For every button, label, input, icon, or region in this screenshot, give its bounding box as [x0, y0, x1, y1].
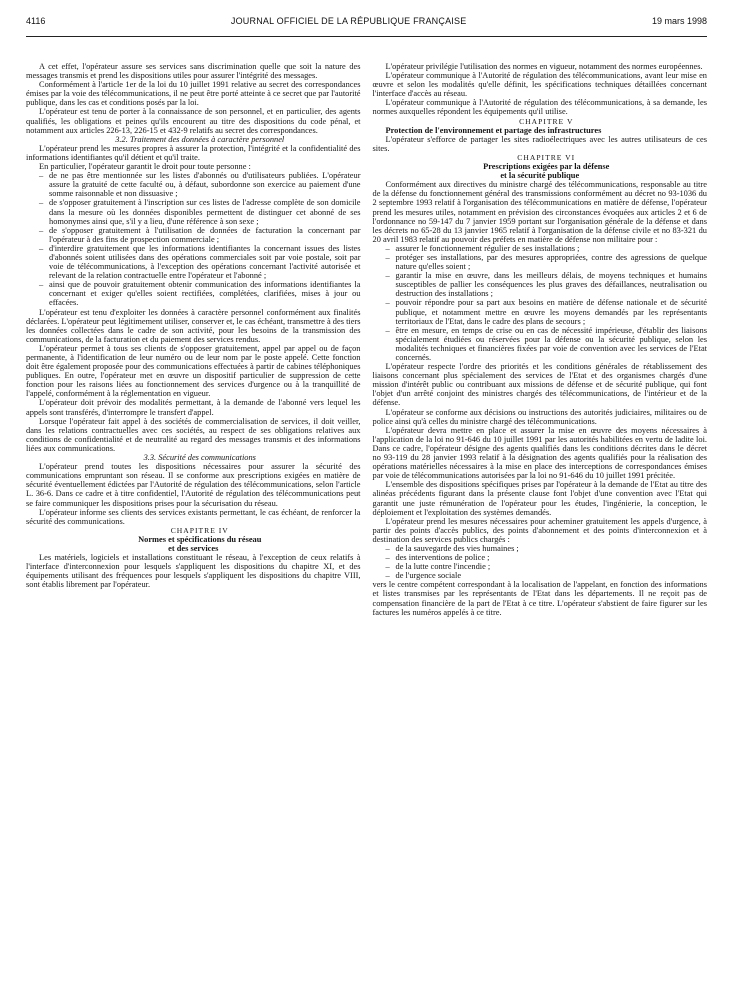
list-item: – de la sauvegarde des vies humaines ; — [386, 544, 708, 553]
paragraph: Les matériels, logiciels et installations constituant le réseau, à l'exception de ceux relatifs à l'interface d'interconnexion pour lesquels s'appliquent les dispositions du chapitre XI, et des équipements utilisant des fréquences pour lesquels s'appliquent les dispositions du chapitre VIII, sont établis librement par l'opérateur. — [26, 553, 361, 590]
list-item: – de ne pas être mentionnée sur les listes d'abonnés ou d'utilisateurs publiées. L'opérateur assure la gratuité de cette faculté ou, à défaut, subordonne son exercice au paiement d'une somme raisonnable et non dissuasive ; — [39, 171, 361, 198]
paragraph: L'opérateur prend les mesures nécessaires pour acheminer gratuitement les appels d'urgence, à partir des points d'accès publics, des points d'abonnement et des points d'interconnexion et à destination des services publics chargés : — [372, 516, 707, 544]
paragraph: Conformément aux directives du ministre chargé des télécommunications, responsable au titre de la défense du fonctionnement général des transmissions conformément au décret no 93-1036 du 2 septembre 1993 relatif à l'organisation des télécommunications en matière de défense, l'opérateur prend les mesures utiles, notamment en prévision des circonstances évoquées aux articles 2 et 6 de l'ordonnance no 59-147 du 7 janvier 1959 portant sur l'organisation générale de la défense et dans les décrets no 65-28 du 13 janvier 1965 relatif à l'organisation de la défense civile et no 83-321 du 20 avril 1983 relatif au pouvoir des préfets en matière de défense non militaire pour : — [372, 180, 707, 244]
paragraph: L'opérateur devra mettre en place et assurer la mise en œuvre des moyens nécessaires à l'application de la loi no 91-646 du 10 juillet 1991 par les autorités habilitées en vertu de ladite loi. Dans ce cadre, l'opérateur désigne des agents qualifiés dans les conditions décrites dans le décret no 93-119 du 28 janvier 1993 relatif à la désignation des agents qualifiés pour la réalisation des opérations matérielles nécessaires à la mise en place des interceptions de correspondances émises par voie de télécommunications autorisées par la loi no 91-646 du 10 juillet 1991 précitée. — [372, 425, 707, 481]
section-heading-3-2: 3.2. Traitement des données à caractère personnel — [115, 134, 285, 144]
chapter-title — [26, 535, 361, 553]
paragraph: L'opérateur doit prévoir des modalités permettant, à la demande de l'abonné vers lequel les appels sont transférés, d'interrompre le transfert d'appel. — [26, 398, 361, 417]
paragraph: L'opérateur s'efforce de partager les sites radioélectriques avec les autres utilisateurs de ces sites. — [372, 134, 707, 153]
list-item: – être en mesure, en temps de crise ou en cas de nécessité impérieuse, d'établir des liaisons spécialement étudiées ou réservées pour la défense ou la sécurité publique, selon les modalités techniques et financières fixées par voie de convention avec les services de l'Etat concernés. — [386, 326, 708, 362]
paragraph: Lorsque l'opérateur fait appel à des sociétés de commercialisation de services, il doit veiller, dans les relations contractuelles avec ces sociétés, au respect de ses obligations relatives aux conditions de confidentialité et de neutralité au regard des messages transmis et des informations liées aux communications. — [26, 416, 361, 453]
header-rule — [26, 36, 707, 37]
paragraph: vers le centre compétent correspondant à la localisation de l'appelant, en fonction des informations et listes transmises par les représentants de l'Etat dans les départements. Il ne reçoit pas de compensation financière de la part de l'Etat à ce titre. L'opérateur s'abstient de faire figurer sur les factures les numéros appelés à ce titre. — [372, 580, 707, 617]
right-column — [373, 62, 708, 617]
chapter-label: CHAPITRE VI — [517, 152, 576, 162]
list-item: – ainsi que de pouvoir gratuitement obtenir communication des informations identifiantes la concernant et exiger qu'elles soient rectifiées, complétées, clarifiées, mises à jour ou effacées. — [39, 280, 361, 307]
list-item: – de la lutte contre l'incendie ; — [386, 562, 708, 571]
chapter-title-line: Normes et spécifications du réseau — [138, 534, 262, 544]
paragraph: L'opérateur se conforme aux décisions ou instructions des autorités judiciaires, militaires ou de police ainsi qu'à celles du ministre chargé des télécommunications. — [372, 407, 707, 426]
paragraph: L'opérateur prend les mesures propres à assurer la protection, l'intégrité et la confidentialité des informations identifiantes qu'il détient et qu'il traite. — [26, 143, 361, 162]
chapter-label: CHAPITRE IV — [170, 525, 229, 535]
page-header — [26, 0, 707, 36]
list-item: – de s'opposer gratuitement à l'inscription sur ces listes de l'adresse complète de son domicile dans la mesure où les données disponibles permettent de distinguer cet abonné de ses homonymes ainsi que, s'il y a lieu, d'une référence à son sexe ; — [39, 198, 361, 225]
list-item: – d'interdire gratuitement que les informations identifiantes la concernant issues des listes d'abonnés soient utilisées dans des opérations commerciales soit par voie postale, soit par voie de télécommunications, à l'exception des opérations concernant l'activité autorisée et relevant de la relation contractuelle entre l'opérateur et l'abonné ; — [39, 244, 361, 280]
left-column — [26, 62, 361, 617]
paragraph: L'opérateur respecte l'ordre des priorités et les conditions générales de rétablissement des liaisons concernant plus spécialement des services de l'Etat et des organismes chargés d'une mission d'intérêt public ou contribuant aux missions de défense et de sécurité publique, qui font l'objet d'un arrêté conjoint des ministres chargés des télécommunications, de l'intérieur et de la défense. — [372, 362, 707, 408]
list-item: – assurer le fonctionnement régulier de ses installations ; — [386, 244, 708, 253]
emergency-services-list — [373, 544, 708, 580]
chapter-title — [373, 162, 708, 180]
page-number: 4116 — [26, 16, 46, 26]
paragraph: L'opérateur prend toutes les dispositions nécessaires pour assurer la sécurité des communications empruntant son réseau. Il se conforme aux prescriptions exigées en matière de sécurité éventuellement édictées par l'Autorité de régulation des télécommunications, selon l'article L. 36-6. Dans ce cadre et à titre confidentiel, l'Autorité de régulation des télécommunications peut se faire communiquer les dispositions prises pour la sécurisation du réseau. — [26, 462, 361, 508]
list-item: – protéger ses installations, par des mesures appropriées, contre des agressions de quelque nature qu'elles soient ; — [386, 253, 708, 271]
list-item: – des interventions de police ; — [386, 553, 708, 562]
chapter-title-line: et des services — [168, 543, 219, 553]
journal-title: JOURNAL OFFICIEL DE LA RÉPUBLIQUE FRANÇAISE — [230, 16, 467, 26]
paragraph: L'ensemble des dispositions spécifiques prises par l'opérateur à la demande de l'Etat au titre des alinéas précédents figurant dans la présente clause font l'objet d'une convention avec l'Etat qui garantit une juste rémunération de l'opérateur pour les études, l'ingénierie, la conception, le déploiement et l'exploitation des systèmes demandés. — [372, 480, 707, 517]
paragraph: L'opérateur est tenu de porter à la connaissance de son personnel, et en particulier, des agents qualifiés, les obligations et peines qu'ils encourent au titre des dispositions du code pénal, et notamment aux articles 226-13, 226-15 et 432-9 relatifs au secret des correspondances. — [26, 107, 361, 135]
list-item: – pouvoir répondre pour sa part aux besoins en matière de défense nationale et de sécurité publique, et notamment mettre en œuvre les moyens demandés par les représentants territoriaux de l'Etat, dans le cadre des plans de secours ; — [386, 298, 708, 325]
list-item: – garantir la mise en œuvre, dans les meilleurs délais, de moyens techniques et humains susceptibles de pallier les conséquences les plus graves des défaillances, neutralisation ou destruction des installations ; — [386, 271, 708, 298]
publication-date: 19 mars 1998 — [651, 16, 707, 26]
chapter-title: Protection de l'environnement et partage des infrastructures — [385, 125, 602, 135]
paragraph: L'opérateur est tenu d'exploiter les données à caractère personnel conformément aux finalités déclarées. L'opérateur peut légitimement utiliser, conserver et, le cas échéant, transmettre à des tiers les données collectées dans le cadre de son activité, pour les besoins de la transmission des communications, de la facturation et du paiement des services rendus. — [26, 307, 361, 344]
chapter-title-line: Prescriptions exigées par la défense — [483, 162, 610, 172]
paragraph: L'opérateur communique à l'Autorité de régulation des télécommunications, avant leur mise en œuvre et selon les modalités qu'elle définit, les spécifications techniques détaillées concernant l'interface d'accès au réseau. — [372, 71, 707, 99]
paragraph: A cet effet, l'opérateur assure ses services sans discrimination quelle que soit la nature des messages transmis et prend les dispositions utiles pour assurer l'intégrité des messages. — [26, 62, 361, 81]
chapter-title-line: et la sécurité publique — [500, 171, 580, 181]
paragraph: L'opérateur privilégie l'utilisation des normes en vigueur, notamment des normes européennes. — [385, 62, 703, 71]
text-columns — [26, 62, 707, 617]
paragraph: En particulier, l'opérateur garantit le droit pour toute personne : — [39, 162, 251, 172]
section-heading-3-3: 3.3. Sécurité des communications — [143, 453, 256, 463]
paragraph: L'opérateur communique à l'Autorité de régulation des télécommunications, à sa demande, les normes auxquelles répondent les équipements qu'il utilise. — [372, 98, 707, 117]
chapter-label: CHAPITRE V — [519, 116, 574, 126]
paragraph: L'opérateur permet à tous ses clients de s'opposer gratuitement, appel par appel ou de façon permanente, à l'identification de leur numéro ou de leur nom par le poste appelé. Cette fonction doit être également proposée pour des communications effectuées à partir de cabines téléphoniques publiques. En outre, l'opérateur met en œuvre un dispositif particulier de suppression de cette fonction pour les raisons liées au fonctionnement des services d'urgence ou à la tranquillité de l'appelé, conformément à la réglementation en vigueur. — [26, 343, 361, 399]
paragraph: L'opérateur informe ses clients des services existants permettant, le cas échéant, de renforcer la sécurité des communications. — [26, 507, 361, 526]
rights-list — [26, 171, 361, 307]
paragraph: Conformément à l'article 1er de la loi du 10 juillet 1991 relative au secret des correspondances émises par la voie des télécommunications, il ne peut être porté atteinte à ce secret que par l'autorité publique, dans les cas et conditions posés par la loi. — [26, 80, 361, 108]
list-item: – de l'urgence sociale — [386, 571, 708, 580]
defense-measures-list — [373, 244, 708, 362]
list-item: – de s'opposer gratuitement à l'utilisation de données de facturation la concernant par l'opérateur à des fins de prospection commerciale ; — [39, 226, 361, 244]
